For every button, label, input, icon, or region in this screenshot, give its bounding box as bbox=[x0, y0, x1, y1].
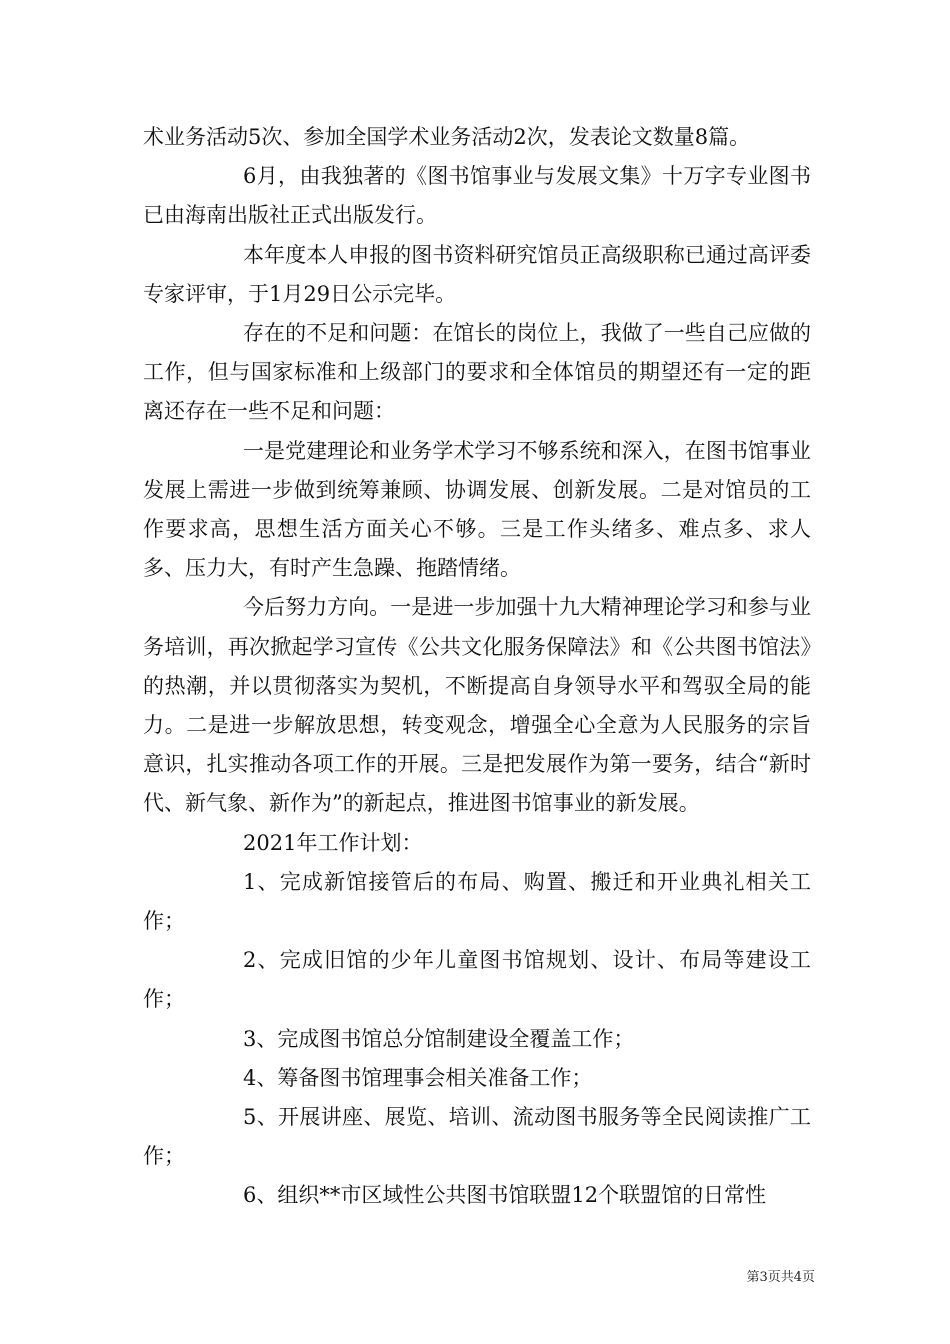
plan-item-5: 5、开展讲座、展览、培训、流动图书服务等全民阅读推广工作； bbox=[143, 1105, 811, 1169]
paragraph-shortcomings-intro: 存在的不足和问题：在馆长的岗位上，我做了一些自己应做的工作，但与国家标准和上级部门的要求和全体馆员的期望还有一定的距离还存在一些不足和问题： bbox=[143, 321, 811, 424]
paragraph-future-direction: 今后努力方向。一是进一步加强十九大精神理论学习和参与业务培训，再次掀起学习宣传《公共文化服务保障法》和《公共图书馆法》的热潮，并以贯彻落实为契机，不断提高自身领导水平和驾驭全局的能力。二是进一步解放思想，转变观念，增强全心全意为人民服务的宗旨意识，扎实推动各项工作的开展。三是把发展作为第一要务，结合“新时代、新气象、新作为”的新起点，推进图书馆事业的新发展。 bbox=[143, 595, 811, 816]
paragraph-shortcomings-detail: 一是党建理论和业务学术学习不够系统和深入，在图书馆事业发展上需进一步做到统筹兼顾、协调发展、创新发展。二是对馆员的工作要求高，思想生活方面关心不够。三是工作头绪多、难点多、求人多、压力大，有时产生急躁、拖踏情绪。 bbox=[143, 438, 811, 581]
paragraph-plan-heading: 2021年工作计划： bbox=[243, 830, 423, 855]
page-number-footer: 第3页共4页 bbox=[746, 1270, 815, 1285]
paragraph-continuation: 术业务活动5次、参加全国学术业务活动2次，发表论文数量8篇。 bbox=[143, 125, 751, 149]
plan-item-4: 4、筹备图书馆理事会相关准备工作； bbox=[243, 1065, 593, 1090]
plan-item-6: 6、组织**市区域性公共图书馆联盟12个联盟馆的日常性 bbox=[243, 1183, 767, 1208]
paragraph-book-publication: 6月，由我独著的《图书馆事业与发展文集》十万字专业图书已由海南出版社正式出版发行。 bbox=[143, 164, 811, 228]
paragraph-title-promotion: 本年度本人申报的图书资料研究馆员正高级职称已通过高评委专家评审，于1月29日公示完毕。 bbox=[143, 242, 811, 306]
document-body bbox=[143, 118, 811, 1216]
plan-item-2: 2、完成旧馆的少年儿童图书馆规划、设计、布局等建设工作； bbox=[143, 948, 811, 1012]
plan-item-1: 1、完成新馆接管后的布局、购置、搬迁和开业典礼相关工作； bbox=[143, 869, 811, 934]
plan-item-3: 3、完成图书馆总分馆制建设全覆盖工作； bbox=[243, 1026, 635, 1051]
